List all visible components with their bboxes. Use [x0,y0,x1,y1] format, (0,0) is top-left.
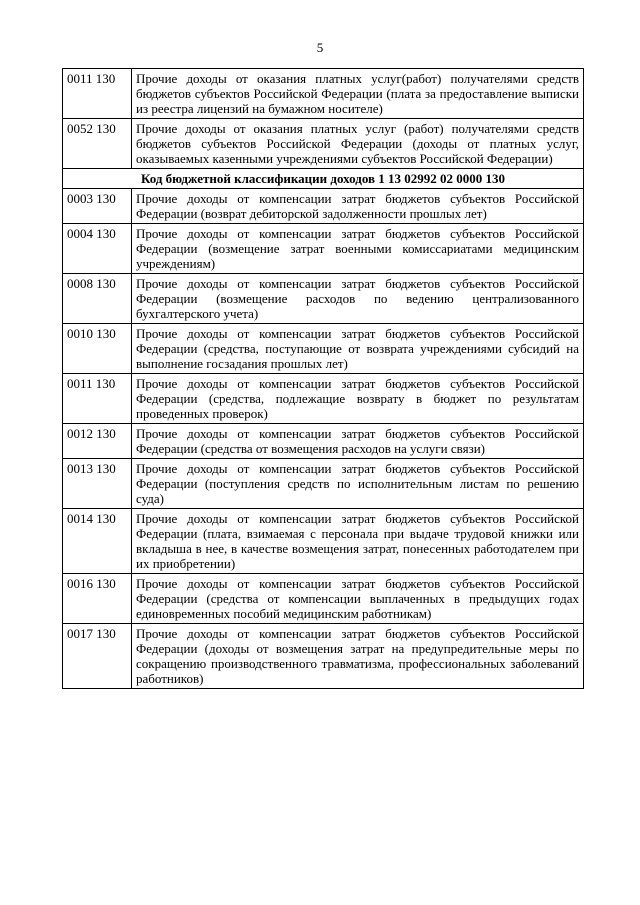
row-code: 0012 130 [63,424,132,459]
row-description: Прочие доходы от компенсации затрат бюджетов субъектов Российской Федерации (возврат дебиторской задолженности прошлых лет) [132,189,584,224]
table-row [63,69,584,119]
section-heading-row [63,169,584,189]
row-code: 0016 130 [63,574,132,624]
row-description: Прочие доходы от компенсации затрат бюджетов субъектов Российской Федерации (возмещение затрат военными комиссариатами медицинским учреждениям) [132,224,584,274]
row-description: Прочие доходы от оказания платных услуг(работ) получателями средств бюджетов субъектов Российской Федерации (плата за предоставление выписки из реестра лицензий на бумажном носителе) [132,69,584,119]
row-description: Прочие доходы от компенсации затрат бюджетов субъектов Российской Федерации (доходы от возмещения затрат на предупредительные меры по сокращению производственного травматизма, профессиональных заболеваний работников) [132,624,584,689]
table-row [63,119,584,169]
table-row [63,224,584,274]
row-code: 0017 130 [63,624,132,689]
table-row [63,324,584,374]
row-code: 0010 130 [63,324,132,374]
row-code: 0004 130 [63,224,132,274]
table-row [63,574,584,624]
table-row [63,374,584,424]
row-code: 0008 130 [63,274,132,324]
row-code: 0003 130 [63,189,132,224]
row-description: Прочие доходы от компенсации затрат бюджетов субъектов Российской Федерации (средства, поступающие от возврата учреждениями субсидий на выполнение госзадания прошлых лет) [132,324,584,374]
row-description: Прочие доходы от компенсации затрат бюджетов субъектов Российской Федерации (возмещение расходов по ведению централизованного бухгалтерского учета) [132,274,584,324]
table-row [63,274,584,324]
row-description: Прочие доходы от компенсации затрат бюджетов субъектов Российской Федерации (средства от возмещения расходов на услуги связи) [132,424,584,459]
row-code: 0014 130 [63,509,132,574]
row-description: Прочие доходы от оказания платных услуг (работ) получателями средств бюджетов субъектов Российской Федерации (доходы от платных услуг, оказываемых казенными учреждениями субъектов Российской Федерации) [132,119,584,169]
row-description: Прочие доходы от компенсации затрат бюджетов субъектов Российской Федерации (средства от компенсации выплаченных в предыдущих годах единовременных пособий медицинским работникам) [132,574,584,624]
row-code: 0052 130 [63,119,132,169]
row-description: Прочие доходы от компенсации затрат бюджетов субъектов Российской Федерации (поступления средств по исполнительным листам по решению суда) [132,459,584,509]
table-row [63,509,584,574]
budget-codes-table-body [63,69,584,689]
table-row [63,459,584,509]
table-row [63,624,584,689]
budget-codes-table [62,68,584,689]
row-description: Прочие доходы от компенсации затрат бюджетов субъектов Российской Федерации (плата, взимаемая с персонала при выдаче трудовой книжки или вкладыша в нее, в качестве возмещения затрат, понесенных работодателем при их приобретении) [132,509,584,574]
row-description: Прочие доходы от компенсации затрат бюджетов субъектов Российской Федерации (средства, подлежащие возврату в бюджет по результатам проведенных проверок) [132,374,584,424]
page-number: 5 [316,40,324,55]
row-code: 0013 130 [63,459,132,509]
table-row [63,189,584,224]
row-code: 0011 130 [63,69,132,119]
section-heading: Код бюджетной классификации доходов 1 13 02992 02 0000 130 [63,169,584,189]
table-row [63,424,584,459]
row-code: 0011 130 [63,374,132,424]
